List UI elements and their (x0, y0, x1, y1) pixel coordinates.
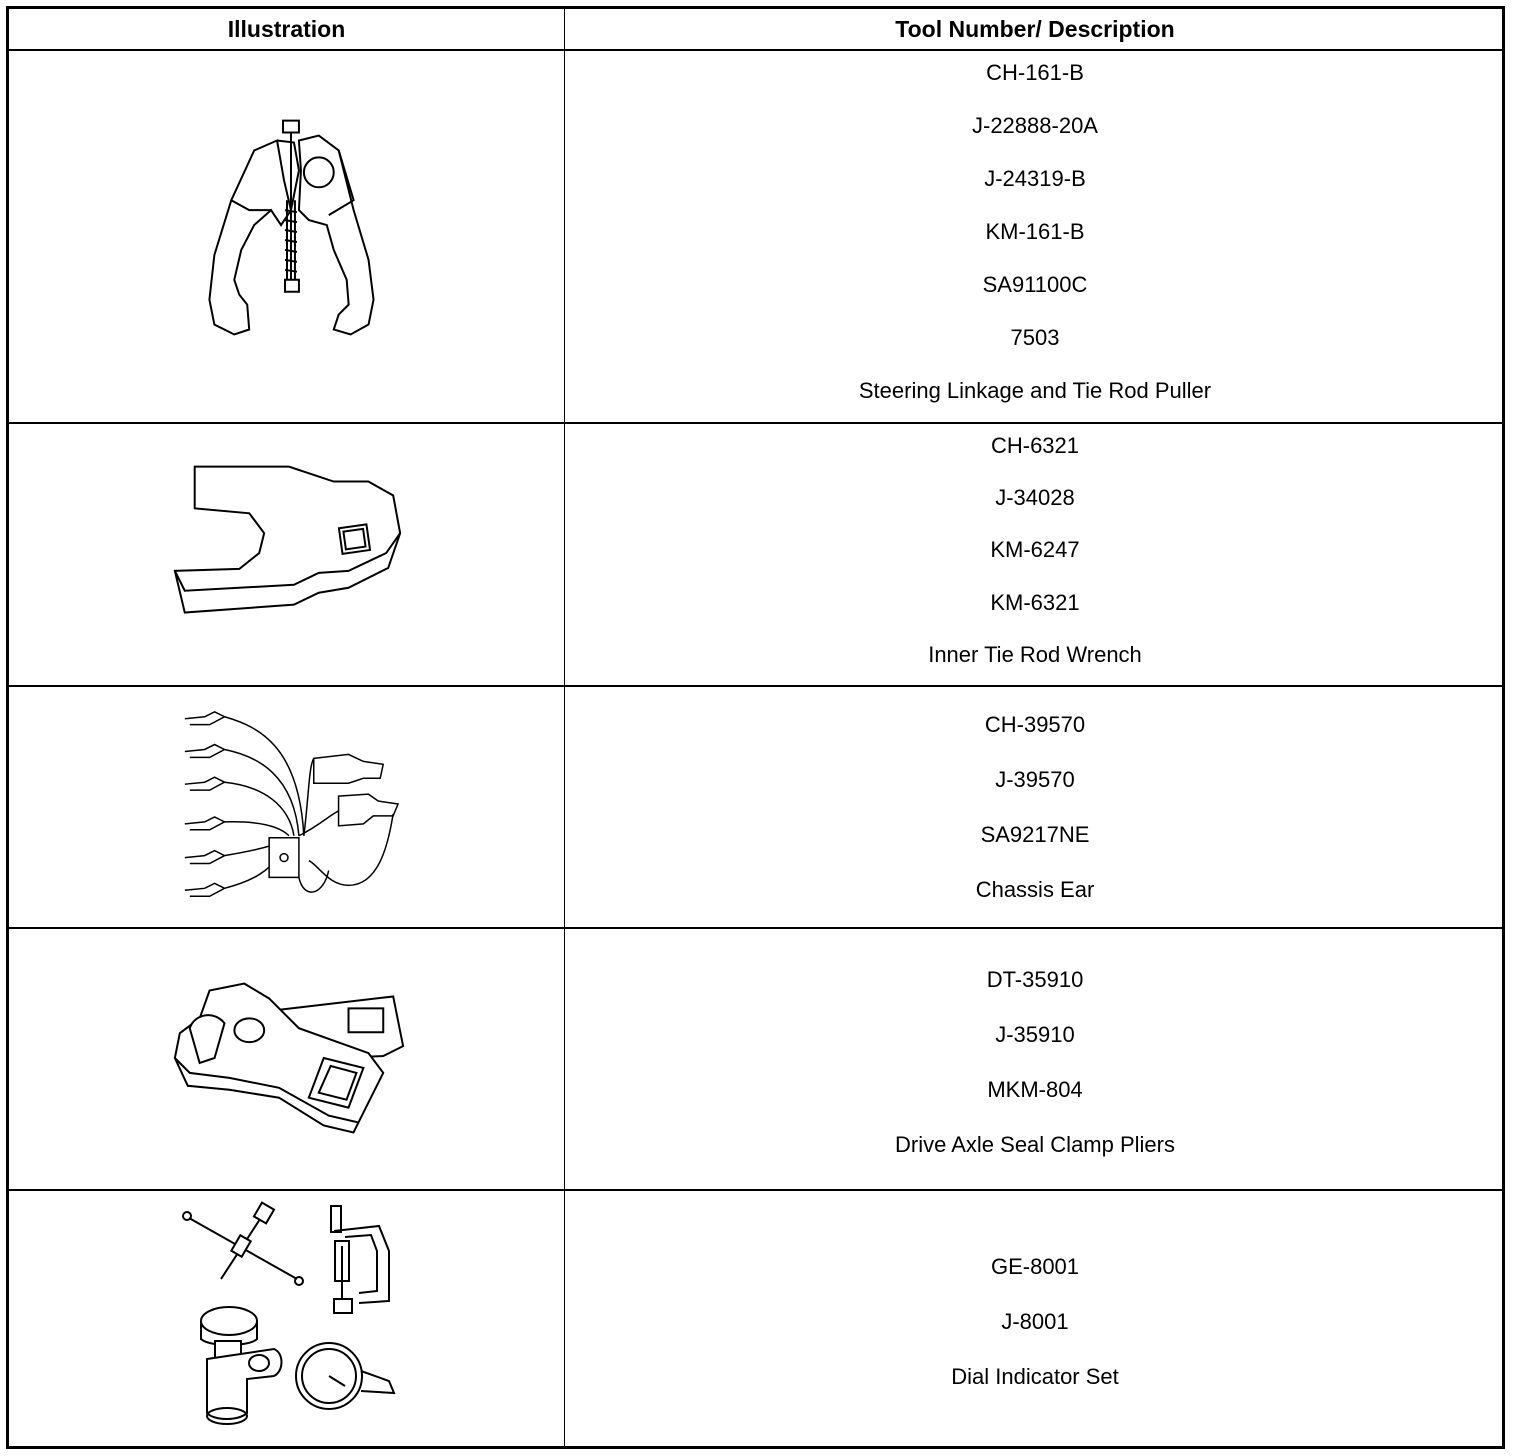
tool-number: J-22888-20A (972, 113, 1098, 138)
tool-number: J-34028 (995, 485, 1075, 511)
description-cell (565, 1191, 1505, 1449)
tool-number: DT-35910 (986, 967, 1084, 992)
illustration-cell (9, 687, 564, 927)
table-header (9, 9, 1502, 51)
table-row (9, 1191, 1502, 1449)
illustration-cell (9, 929, 564, 1189)
tool-description: Chassis Ear (975, 877, 1095, 902)
tool-description: Dial Indicator Set (951, 1364, 1119, 1389)
chassis-ear-icon (9, 687, 564, 927)
tool-table (6, 6, 1505, 1449)
description-cell (565, 929, 1505, 1189)
illustration-cell (9, 1191, 564, 1449)
description-cell (565, 687, 1505, 927)
tool-description: Steering Linkage and Tie Rod Puller (858, 378, 1212, 403)
tie-rod-puller-icon (9, 51, 564, 422)
illustration-cell (9, 424, 564, 685)
description-cell (565, 424, 1505, 685)
dial-indicator-set-icon (9, 1191, 564, 1449)
tool-number: J-35910 (995, 1022, 1075, 1047)
tool-number: MKM-804 (987, 1077, 1083, 1102)
tool-number: KM-161-B (985, 219, 1085, 244)
tool-number: 7503 (1010, 325, 1060, 350)
tool-description-header: Tool Number/ Description (895, 16, 1175, 42)
tool-number: CH-39570 (984, 712, 1086, 737)
tool-description: Inner Tie Rod Wrench (928, 641, 1142, 667)
table-row (9, 51, 1502, 424)
table-row (9, 687, 1502, 929)
tool-number: CH-6321 (990, 433, 1080, 458)
tool-description: Drive Axle Seal Clamp Pliers (895, 1132, 1175, 1157)
illustration-header: Illustration (227, 16, 346, 42)
illustration-cell (9, 51, 564, 422)
inner-tie-rod-wrench-icon (9, 424, 564, 685)
tool-number: CH-161-B (986, 60, 1084, 85)
tool-number: KM-6247 (990, 537, 1080, 563)
seal-clamp-pliers-icon (9, 929, 564, 1189)
tool-number: J-24319-B (984, 166, 1086, 191)
tool-number: J-8001 (1001, 1309, 1069, 1334)
tool-number: SA9217NE (980, 822, 1090, 847)
table-row (9, 424, 1502, 687)
description-cell (565, 51, 1505, 422)
tool-number: SA91100C (982, 272, 1088, 297)
tool-number: J-39570 (995, 767, 1075, 792)
tool-number: KM-6321 (990, 589, 1080, 615)
tool-number: GE-8001 (990, 1254, 1080, 1279)
table-row (9, 929, 1502, 1191)
